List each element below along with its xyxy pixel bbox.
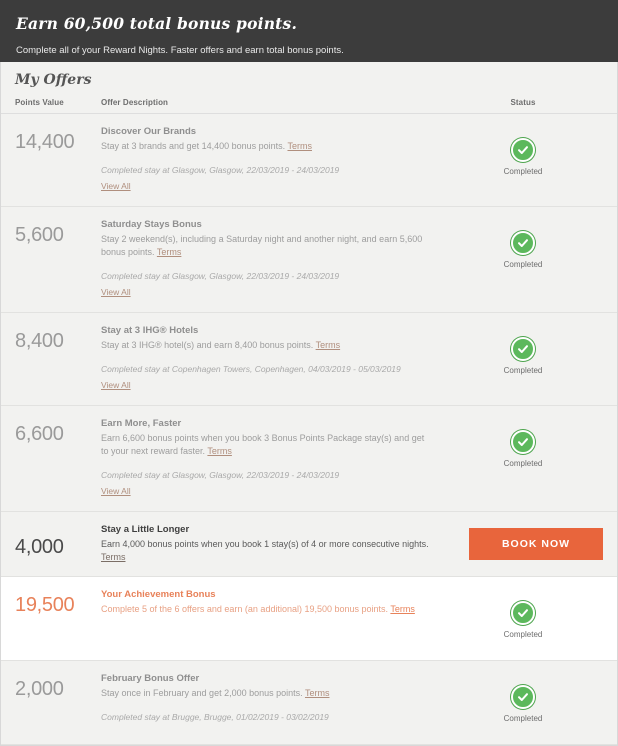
offer-body-text: Earn 6,600 bonus points when you book 3 Bonus Points Package stay(s) and get to your next reward faster. (101, 433, 425, 457)
terms-link[interactable]: Terms (207, 446, 232, 457)
status-badge: Completed (503, 459, 543, 469)
offer-points: 8,400 (15, 330, 64, 353)
offer-status (443, 418, 603, 468)
book-now-button[interactable]: BOOK NOW (469, 528, 603, 560)
view-all-link[interactable]: View All (101, 181, 131, 192)
offer-body (101, 233, 433, 259)
completed-stay-text: Completed stay at Brugge, Brugge, 01/02/2019 - 03/02/2019 (101, 712, 329, 723)
offer-points: 19,500 (15, 594, 75, 617)
offer-description (87, 589, 443, 616)
check-circle-icon (511, 337, 535, 361)
table-row[interactable] (1, 313, 617, 406)
offer-points: 2,000 (15, 678, 64, 701)
offer-title: Earn More, Faster (101, 418, 182, 430)
status-badge: Completed (503, 366, 543, 376)
offer-status (443, 219, 603, 269)
offer-status (443, 325, 603, 375)
offer-action (443, 528, 603, 560)
check-circle-icon (511, 685, 535, 709)
offer-title: Discover Our Brands (101, 126, 197, 137)
terms-link[interactable]: Terms (304, 688, 330, 699)
offer-body (101, 339, 433, 352)
offer-body-text: Stay 2 weekend(s), including a Saturday night and another night, and earn 5,600 bonus points. (101, 234, 423, 258)
check-circle-icon (511, 430, 535, 454)
offer-title: February Bonus Offer (101, 673, 200, 685)
offer-points: 5,600 (15, 224, 64, 247)
offer-title: Saturday Stays Bonus (101, 219, 202, 231)
table-row[interactable] (1, 661, 617, 745)
offer-body-text: Stay at 3 brands and get 14,400 bonus points. (101, 141, 286, 151)
offer-body-text: Stay at 3 IHG® hotel(s) and earn 8,400 bonus points. (101, 340, 314, 351)
offer-status (443, 126, 603, 176)
column-header-row (15, 98, 603, 113)
table-row[interactable] (1, 406, 617, 512)
completed-stay-text: Completed stay at Copenhagen Towers, Copenhagen, 04/03/2019 - 05/03/2019 (101, 364, 401, 375)
offers-panel (0, 62, 618, 746)
view-all-link[interactable]: View All (101, 486, 131, 497)
completed-stay-text: Completed stay at Glasgow, Glasgow, 22/03/2019 - 24/03/2019 (101, 271, 340, 282)
offer-description (87, 524, 443, 564)
check-circle-icon (511, 231, 535, 255)
offer-title: Your Achievement Bonus (101, 589, 216, 601)
table-row[interactable] (1, 512, 617, 577)
banner-title: Earn 60,500 total bonus points. (16, 14, 298, 33)
offer-body (101, 687, 433, 700)
table-row[interactable] (1, 114, 617, 207)
status-badge: Completed (503, 630, 543, 640)
table-row[interactable] (1, 207, 617, 313)
offer-description (87, 325, 443, 393)
offer-points: 14,400 (15, 131, 75, 153)
table-row[interactable] (1, 577, 617, 661)
offer-description (87, 673, 443, 722)
check-circle-icon (511, 138, 535, 162)
offer-status (443, 589, 603, 639)
offer-body-text: Complete 5 of the 6 offers and earn (an additional) 19,500 bonus points. (101, 604, 389, 615)
view-all-link[interactable]: View All (101, 380, 131, 391)
column-header-points: Points Value (15, 98, 64, 107)
terms-link[interactable]: Terms (390, 604, 415, 615)
offer-points: 4,000 (15, 536, 64, 559)
offer-title: Stay at 3 IHG® Hotels (101, 325, 199, 337)
page-title: My Offers (15, 72, 92, 88)
terms-link[interactable]: Terms (101, 552, 126, 563)
offer-body-text: Earn 4,000 bonus points when you book 1 stay(s) of 4 or more consecutive nights. (101, 539, 429, 550)
offer-description (87, 219, 443, 300)
status-badge: Completed (503, 714, 543, 724)
offer-title: Stay a Little Longer (101, 524, 190, 536)
completed-stay-text: Completed stay at Glasgow, Glasgow, 22/03/2019 - 24/03/2019 (101, 165, 340, 176)
banner-subtitle: Complete all of your Reward Nights. Faster offers and earn total bonus points. (16, 45, 344, 56)
column-header-status: Status (510, 98, 536, 107)
completed-stay-text: Completed stay at Glasgow, Glasgow, 22/03/2019 - 24/03/2019 (101, 470, 340, 481)
terms-link[interactable]: Terms (315, 340, 341, 351)
terms-link[interactable]: Terms (156, 247, 182, 258)
offer-points: 6,600 (15, 423, 64, 446)
offer-description (87, 418, 443, 499)
terms-link[interactable]: Terms (287, 141, 312, 151)
offer-body (101, 140, 433, 153)
status-badge: Completed (503, 167, 543, 176)
offer-description (87, 126, 443, 194)
offer-status (443, 673, 603, 723)
view-all-link[interactable]: View All (101, 287, 131, 298)
offer-body (101, 538, 433, 564)
promo-banner (0, 0, 618, 62)
check-circle-icon (511, 601, 535, 625)
offer-body (101, 432, 433, 458)
offer-body-text: Stay once in February and get 2,000 bonus points. (101, 688, 303, 699)
status-badge: Completed (503, 260, 543, 270)
offers-header (1, 62, 617, 114)
column-header-description: Offer Description (101, 98, 169, 107)
offer-body (101, 603, 433, 616)
